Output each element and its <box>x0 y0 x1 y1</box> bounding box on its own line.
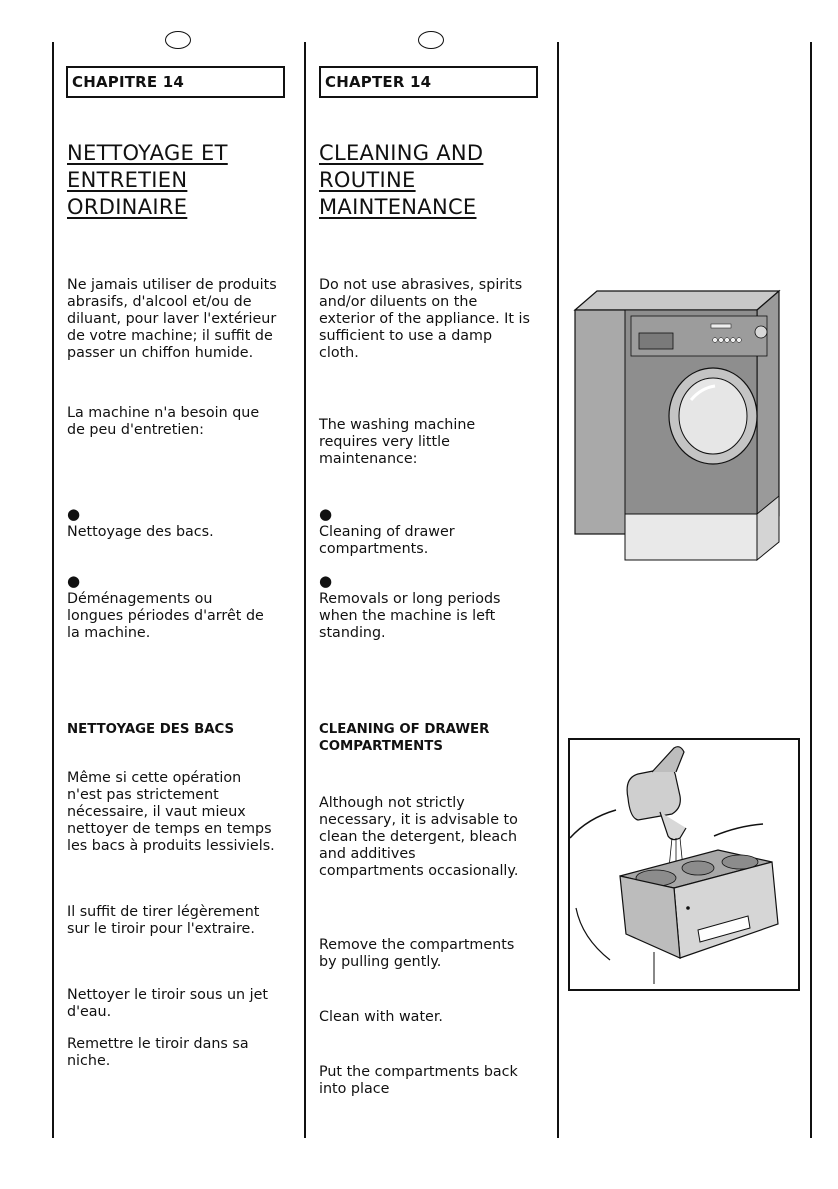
bullet1-fr <box>67 489 299 541</box>
step3-fr: Remettre le tiroir dans sa niche. <box>67 1036 249 1069</box>
intro-fr: Ne jamais utiliser de produits abrasifs, d'alcool et/ou de diluant, pour laver l'extérieur de votre machine; il suffit de passer un chiffon humide. <box>67 277 277 361</box>
bullet2-en-text: Removals or long periods when the machine is left standing. <box>319 591 501 641</box>
title-en: CLEANING AND ROUTINE MAINTENANCE <box>319 141 484 219</box>
drawer-under-tap-icon <box>568 738 800 991</box>
column-rule-left <box>52 42 54 1138</box>
step1-fr: Il suffit de tirer légèrement sur le tiroir pour l'extraire. <box>67 904 260 937</box>
step3-en: Put the compartments back into place <box>319 1064 518 1097</box>
bullet-icon: ● <box>319 505 333 523</box>
section-heading-fr: NETTOYAGE DES BACS <box>67 722 235 737</box>
section-heading-en: CLEANING OF DRAWER COMPARTMENTS <box>319 722 490 754</box>
maintenance-en: The washing machine requires very little maintenance: <box>319 417 476 467</box>
step2-fr: Nettoyer le tiroir sous un jet d'eau. <box>67 987 269 1020</box>
bullet-icon: ● <box>67 505 81 523</box>
bullet2-fr <box>67 556 299 642</box>
bullet1-en-text: Cleaning of drawer compartments. <box>319 524 455 557</box>
bullet-icon: ● <box>67 572 81 590</box>
column-rule-mid1 <box>304 42 306 1138</box>
chapter-label-en: CHAPTER 14 <box>319 66 538 98</box>
column-rule-mid2 <box>557 42 559 1138</box>
maintenance-fr: La machine n'a besoin que de peu d'entretien: <box>67 405 260 438</box>
section-intro-en: Although not strictly necessary, it is advisable to clean the detergent, bleach and additives compartments occasionally. <box>319 795 519 879</box>
column-rule-right <box>810 42 812 1138</box>
section-intro-fr: Même si cette opération n'est pas strictement nécessaire, il vaut mieux nettoyer de temps en temps les bacs à produits lessiviels. <box>67 770 275 854</box>
bullet2-fr-text: Déménagements ou longues périodes d'arrêt de la machine. <box>67 591 264 641</box>
bullet2-en <box>319 556 551 642</box>
washing-machine-icon <box>573 288 785 568</box>
intro-en: Do not use abrasives, spirits and/or diluents on the exterior of the appliance. It is sufficient to use a damp cloth. <box>319 277 530 361</box>
language-badge-fr <box>165 31 191 49</box>
language-badge-en <box>418 31 444 49</box>
bullet1-fr-text: Nettoyage des bacs. <box>67 524 214 540</box>
title-fr: NETTOYAGE ET ENTRETIEN ORDINAIRE <box>67 141 228 219</box>
bullet-icon: ● <box>319 572 333 590</box>
bullet1-en <box>319 489 551 558</box>
step1-en: Remove the compartments by pulling gently. <box>319 937 515 970</box>
step2-en: Clean with water. <box>319 1009 443 1025</box>
chapter-label-fr: CHAPITRE 14 <box>66 66 285 98</box>
